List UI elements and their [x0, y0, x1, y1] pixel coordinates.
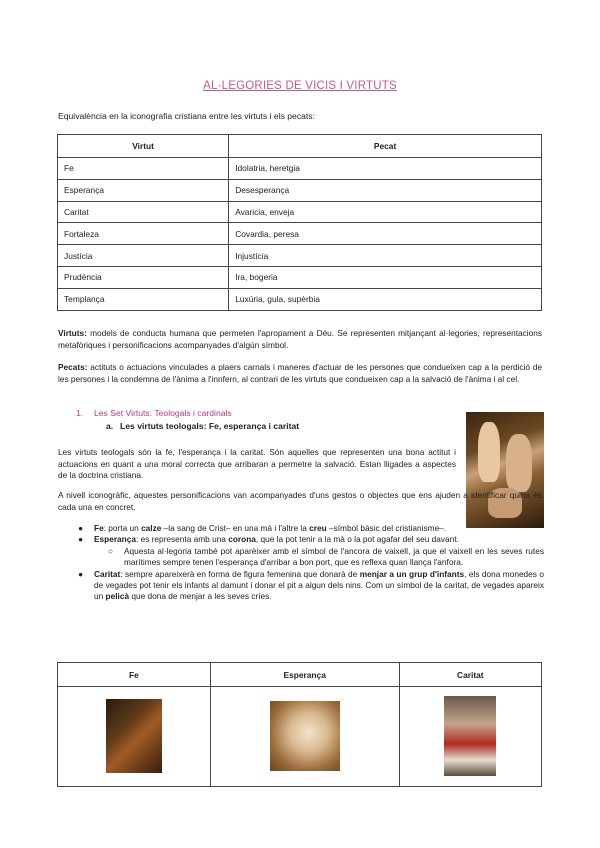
cell-pecat: Idolatria, heretgia — [229, 158, 542, 180]
caritat-text: : sempre apareixerà en forma de figura femenina que donarà de — [120, 568, 360, 579]
virtuts-text: models de conducta humana que permeten l'apropament a Déu. Se representen mitjançant al·legories, representacions metafòriques i personificacions acompanyades d'algún símbol. — [58, 328, 542, 350]
cell-pecat: Injustícia — [229, 245, 542, 267]
pecats-text: actituts o actuacions vinculades a plaers carnals i maneres d'actuar de les persones que condueixen cap a la perdició de les persones i la condemna de l'ànima a l'innfern, al contrari de les virtuts que condueixen cap a la salvació de l'ànima i al cel. — [58, 362, 542, 384]
bullet-icon: ● — [78, 523, 84, 533]
cell-virtut: Templança — [58, 288, 229, 310]
iconografic-paragraph: A nivell iconogràfic, aquestes personificacions van acompanyades d'uns gestos o objectes que ens ajuden a identificar quina és cada una en concret. — [58, 490, 542, 512]
cell-caritat-image — [399, 687, 541, 787]
cell-pecat: Avaricia, enveja — [229, 201, 542, 223]
image-table-row — [58, 687, 542, 787]
esperanca-bold: corona — [228, 534, 256, 545]
fe-text: –la sang de Crist– en una mà i l'altre la — [161, 523, 310, 533]
table-row — [58, 158, 542, 180]
virtuts-label: Virtuts: — [58, 328, 87, 338]
cell-virtut: Caritat — [58, 201, 229, 223]
caritat-text: que dona de menjar a les seves críes. — [129, 591, 272, 602]
painting-figure — [478, 422, 500, 482]
cell-virtut: Fortaleza — [58, 223, 229, 245]
esperanca-sub-text: Aquesta al·legoria també pot aparèixer amb el símbol de l'ancora de vaixell, ja que el vaixell en les seves rutes marítimes sempre tenen l'esperança d'arribar a bon port, que es reflexa quan llança l'anfora. — [124, 545, 544, 568]
attributes-list — [58, 523, 544, 603]
fe-label: Fe — [94, 523, 104, 533]
caritat-label: Caritat — [94, 568, 121, 579]
subsection-heading-a — [106, 421, 299, 431]
esperanca-text: , que la pot tenir a la mà o la pot agafar del seu davant. — [255, 534, 459, 545]
table-row — [58, 288, 542, 310]
teologals-paragraph: Les virtuts teologals són la fe, l'esperança i la caritat. Són aquelles que representen una bona actitut i actuacions en quant a una moral correcta que arribaran a permetre la salvació. Estan lligades a aspectes de la doctrina cristiana. — [58, 447, 456, 481]
section-heading-text: Les Set Virtuts: Teologals i cardinals — [94, 408, 232, 418]
header-pecat: Pecat — [229, 135, 542, 158]
esperanca-text: : es representa amb una — [135, 534, 229, 545]
virtues-images-table — [57, 662, 542, 787]
subsection-letter: a. — [106, 421, 114, 431]
cell-pecat: Luxúria, gula, supèrbia — [229, 288, 542, 310]
esperanca-painting-image — [270, 701, 340, 771]
cell-virtut: Justícia — [58, 245, 229, 267]
header-virtut: Virtut — [58, 135, 229, 158]
caritat-text: , els dona monedes o de vegades pot tenir els infants al damunt i donar el pit a algun dels nins. Com un símbol de la caritat, de vegades apareix un — [94, 568, 544, 602]
image-table-header-row — [58, 663, 542, 687]
esperanca-label: Esperança — [94, 534, 136, 545]
caritat-bold: pelicà — [105, 591, 130, 602]
caritat-painting-image — [444, 696, 496, 776]
table-header-row — [58, 135, 542, 158]
fe-painting-image — [106, 699, 162, 773]
intro-text: Equivalència en la iconografia cristiana entre les virtuts i els pecats: — [58, 111, 315, 121]
cell-esperanca-image — [210, 687, 399, 787]
list-item-esperanca — [58, 534, 544, 568]
cell-virtut: Prudència — [58, 266, 229, 288]
caritat-bold: menjar a un grup d'infants — [359, 568, 465, 579]
cell-virtut: Esperança — [58, 179, 229, 201]
fe-bold: creu — [309, 523, 327, 533]
table-row — [58, 201, 542, 223]
painting-figure — [506, 434, 532, 492]
subsection-heading-text: Les virtuts teologals: Fe, esperança i caritat — [120, 421, 300, 431]
pecats-label: Pecats: — [58, 362, 88, 372]
pecats-definition — [58, 362, 542, 385]
header-esperanca: Esperança — [210, 663, 399, 687]
virtues-sins-table — [57, 134, 542, 311]
table-row — [58, 179, 542, 201]
cell-pecat: Ira, bogeria — [229, 266, 542, 288]
list-item-caritat — [58, 569, 544, 603]
bullet-icon: ● — [78, 534, 84, 545]
section-number: 1. — [76, 408, 84, 418]
circle-bullet-icon: ○ — [108, 545, 114, 556]
page-title: AL·LEGORIES DE VICIS I VIRTUTS — [203, 80, 397, 92]
header-caritat: Caritat — [399, 663, 541, 687]
fe-text: : porta un — [103, 523, 142, 533]
cell-pecat: Covardia, peresa — [229, 223, 542, 245]
header-fe: Fe — [58, 663, 211, 687]
virtuts-definition — [58, 328, 542, 351]
cell-fe-image — [58, 687, 211, 787]
table-row — [58, 266, 542, 288]
bullet-icon: ● — [78, 568, 84, 579]
esperanca-sublist — [94, 546, 544, 569]
fe-text: –símbol bàsic del cristianisme–. — [326, 523, 447, 533]
list-item-esperanca-sub — [94, 546, 544, 569]
list-item-fe — [58, 523, 544, 534]
section-heading-1 — [76, 408, 232, 418]
table-row — [58, 245, 542, 267]
fe-bold: calze — [141, 523, 162, 533]
table-row — [58, 223, 542, 245]
cell-pecat: Desesperança — [229, 179, 542, 201]
cell-virtut: Fe — [58, 158, 229, 180]
